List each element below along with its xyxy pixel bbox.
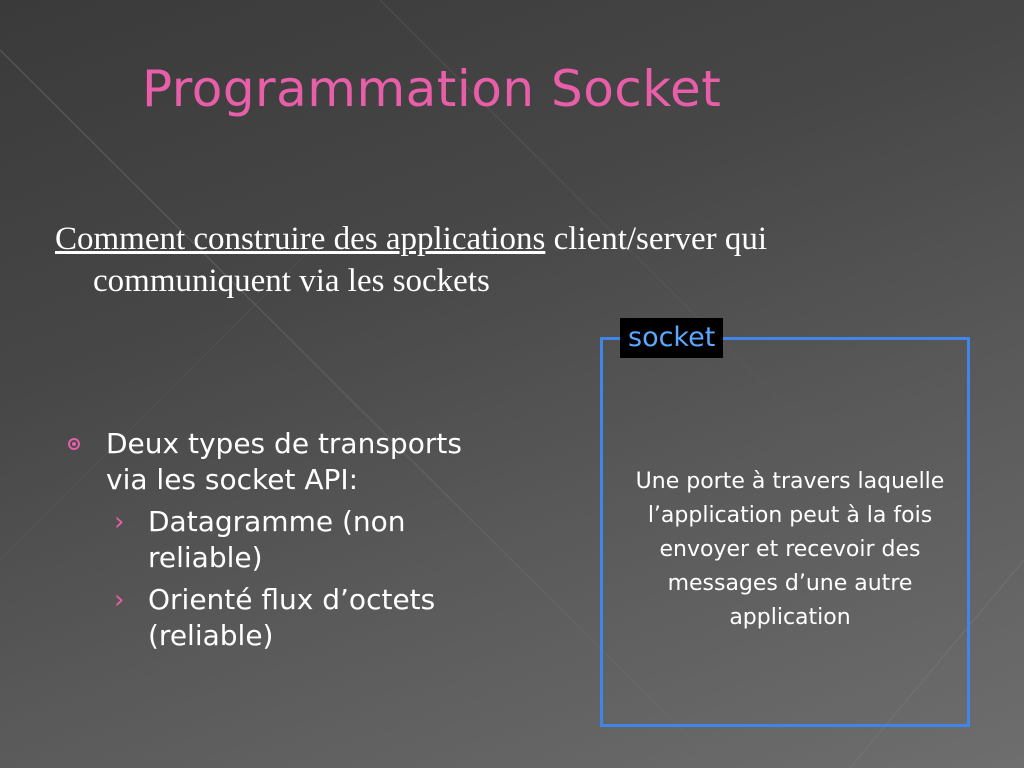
bullet-main [64, 426, 494, 498]
subtitle-rest: client/server qui [545, 221, 768, 257]
bullet-list [64, 426, 494, 654]
sub-bullet [64, 504, 494, 576]
subtitle-underlined: Comment construire des applications [55, 221, 546, 257]
chevron-right-icon: › [114, 585, 125, 615]
sub-bullet-text: Orienté flux d’octets (reliable) [148, 583, 436, 652]
slide-subtitle [55, 218, 955, 302]
socket-description: Une porte à travers laquelle l’application peut à la fois envoyer et recevoir des messages d’une autre application [635, 469, 945, 630]
sub-bullet [64, 582, 494, 654]
socket-label: socket [620, 318, 723, 358]
radio-bullet-icon [68, 438, 80, 450]
subtitle-line2: communiquent via les sockets [93, 263, 490, 299]
bullet-main-text: Deux types de transports via les socket API: [106, 427, 462, 496]
sub-bullet-text: Datagramme (non reliable) [148, 505, 406, 574]
chevron-right-icon: › [114, 507, 125, 537]
slide-title: Programmation Socket [142, 60, 722, 118]
